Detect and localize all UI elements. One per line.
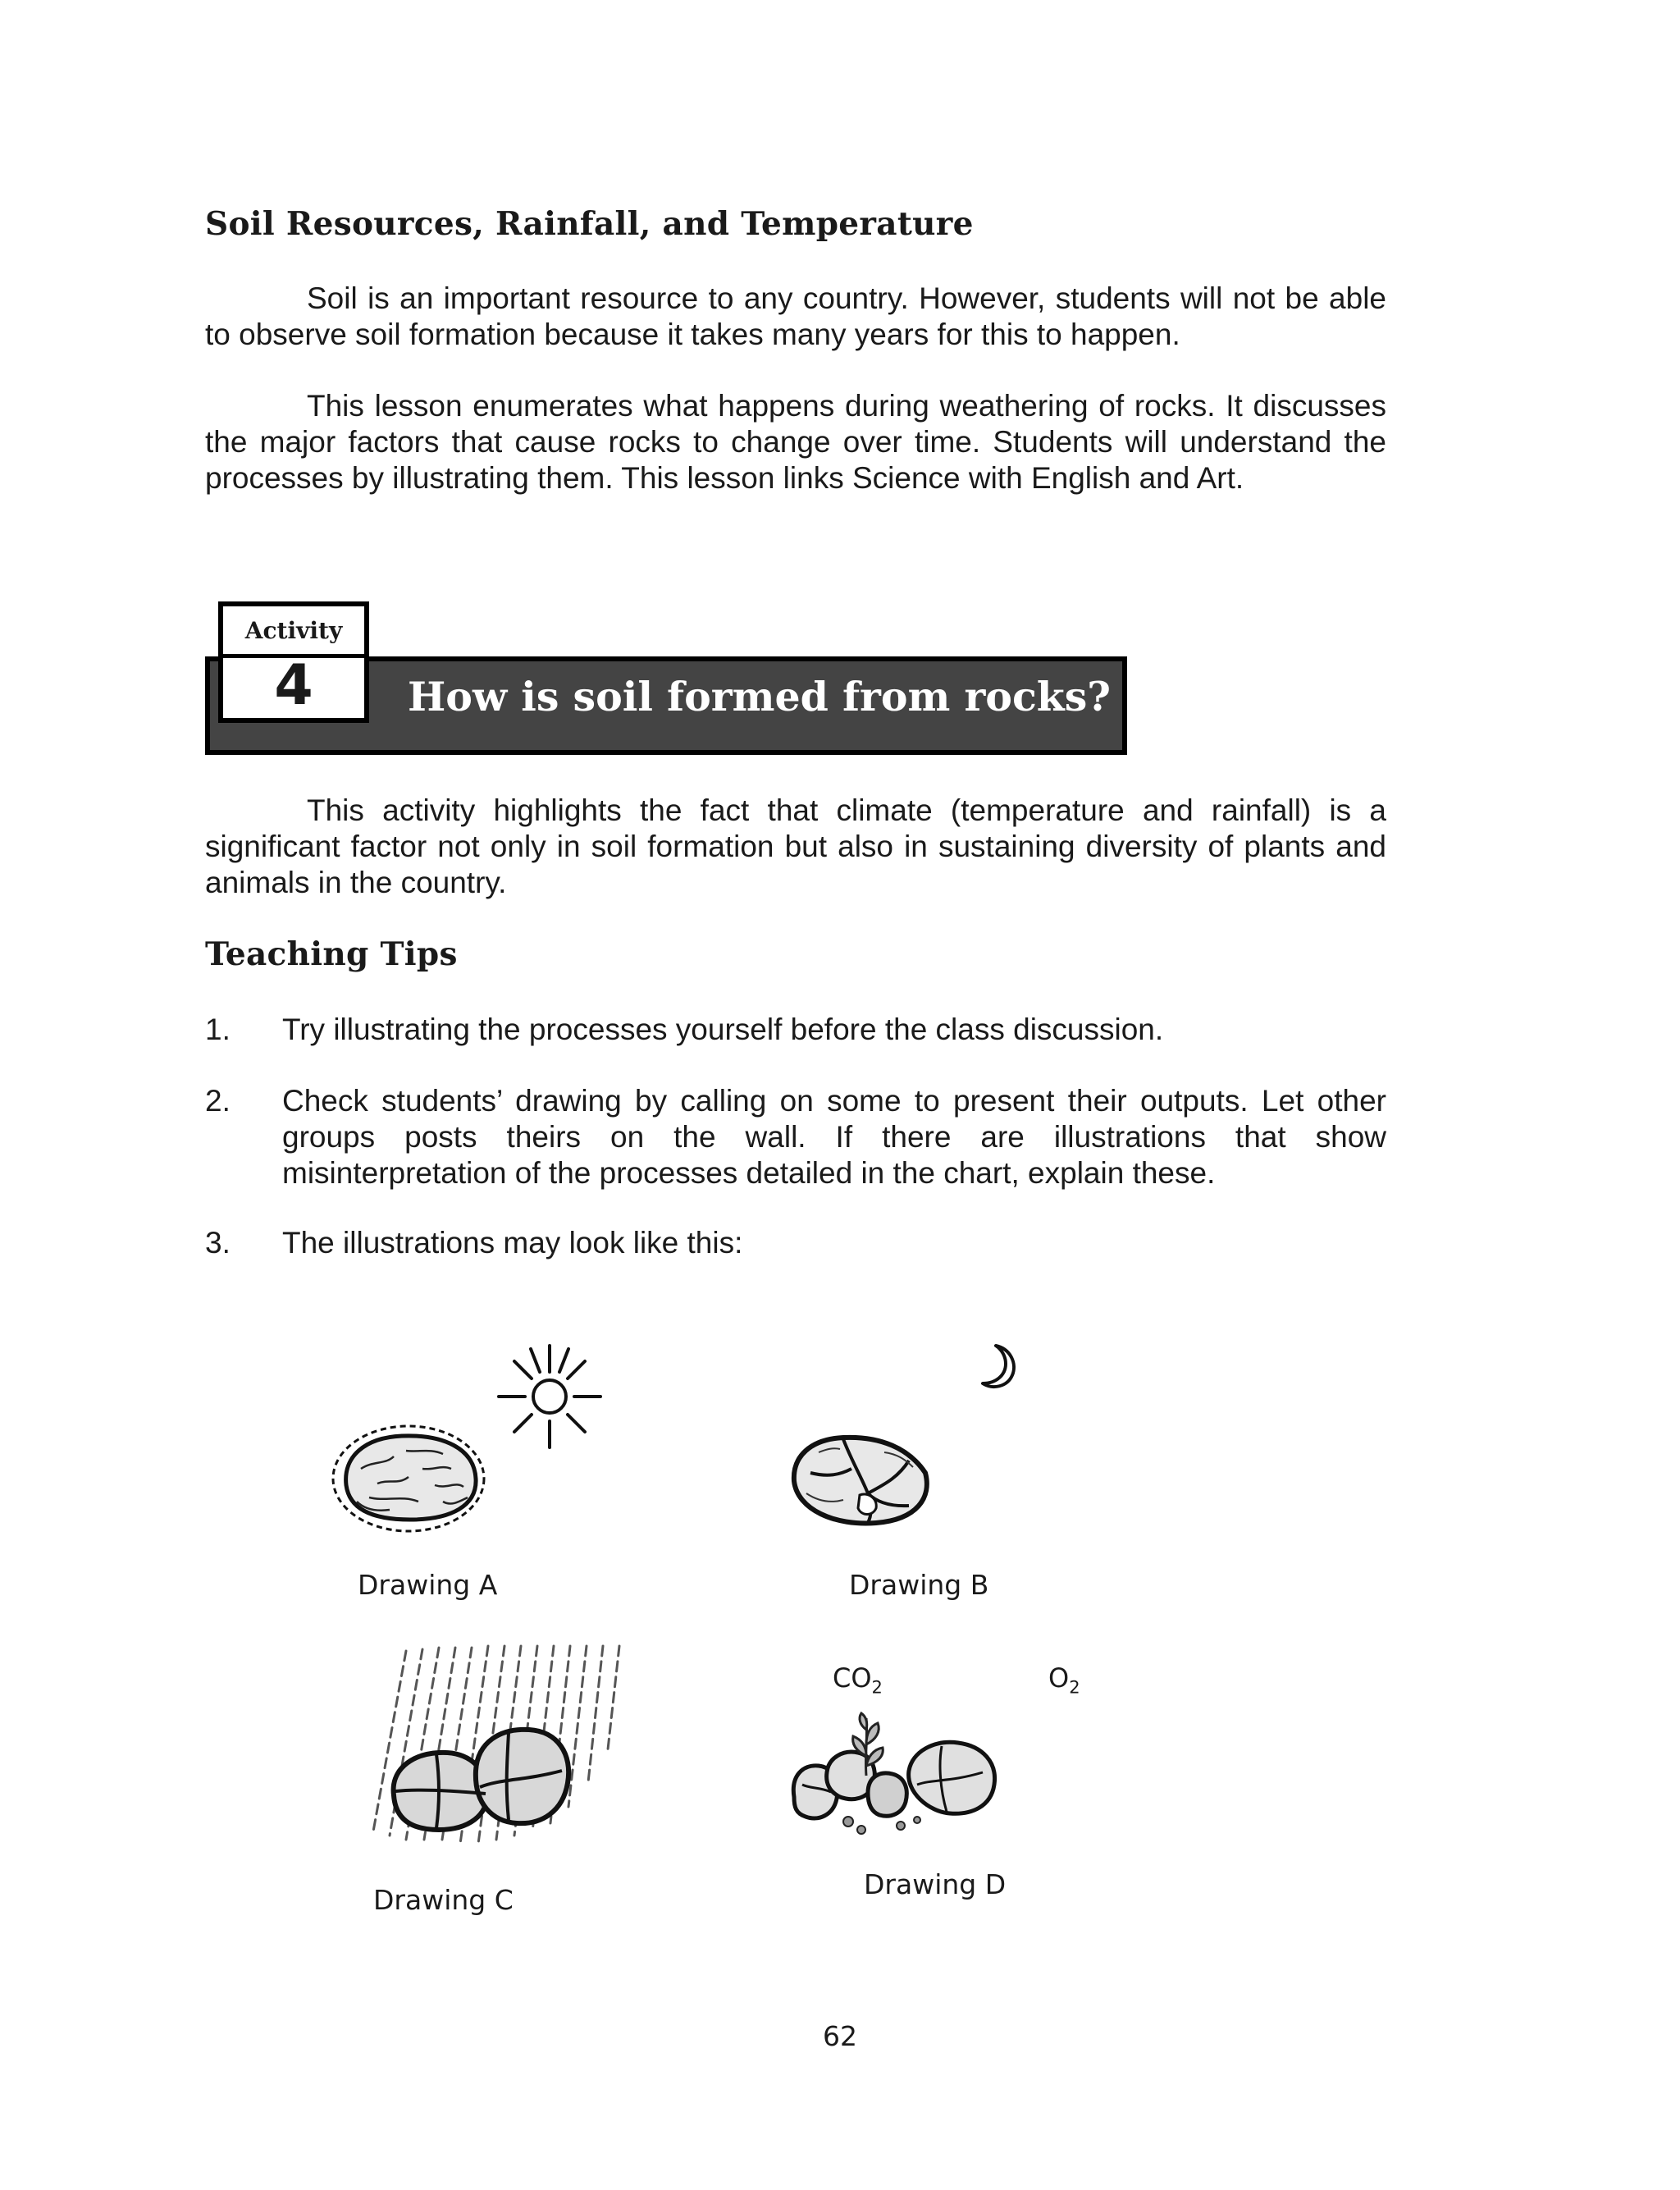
drawing-a-caption: Drawing A [358, 1569, 498, 1601]
list-item-number: 1. [205, 1013, 231, 1046]
drawing-c-caption: Drawing C [373, 1884, 514, 1916]
list-item-number: 2. [205, 1084, 231, 1118]
list-item-text: The illustrations may look like this: [282, 1226, 743, 1260]
moon-icon [978, 1342, 1019, 1392]
page-number: 62 [823, 2020, 857, 2052]
list-item-number: 3. [205, 1226, 231, 1260]
list-item-text: Try illustrating the processes yourself before the class discussion. [282, 1013, 1164, 1046]
drawing-b-caption: Drawing B [849, 1569, 989, 1601]
intro-paragraph-1: Soil is an important resource to any country. However, students will not be able to observe soil formation because it takes many years for this to happen. [205, 281, 1386, 351]
rock-drawing-c [386, 1721, 574, 1836]
section-heading: Soil Resources, Rainfall, and Temperature [205, 205, 974, 243]
co2-label: $CO_2$ [833, 1662, 883, 1698]
o2-label: $O_2$ [1048, 1662, 1080, 1698]
plant-icon [786, 1707, 1007, 1846]
list-item-text: Check students’ drawing by calling on some to present their outputs. Let other groups posts theirs on the wall. If there are illustrations that show misinterpretation of the processes detailed in the chart, explain these. [282, 1084, 1386, 1190]
activity-paragraph: This activity highlights the fact that climate (temperature and rainfall) is a significant factor not only in soil formation but also in sustaining diversity of plants and animals in the country. [205, 793, 1386, 899]
rock-drawing-a [328, 1420, 492, 1543]
teaching-tips-heading: Teaching Tips [205, 935, 458, 973]
rock-drawing-b [786, 1428, 934, 1534]
activity-label: Activity [244, 617, 343, 644]
activity-number: 4 [274, 653, 313, 718]
activity-title: How is soil formed from rocks? [408, 673, 1112, 720]
sun-icon [492, 1339, 607, 1454]
intro-paragraph-2: This lesson enumerates what happens during weathering of rocks. It discusses the major factors that cause rocks to change over time. Students will understand the processes by illustrating them. This lesson links Science with English and Art. [205, 389, 1386, 495]
drawing-d-caption: Drawing D [864, 1868, 1007, 1900]
